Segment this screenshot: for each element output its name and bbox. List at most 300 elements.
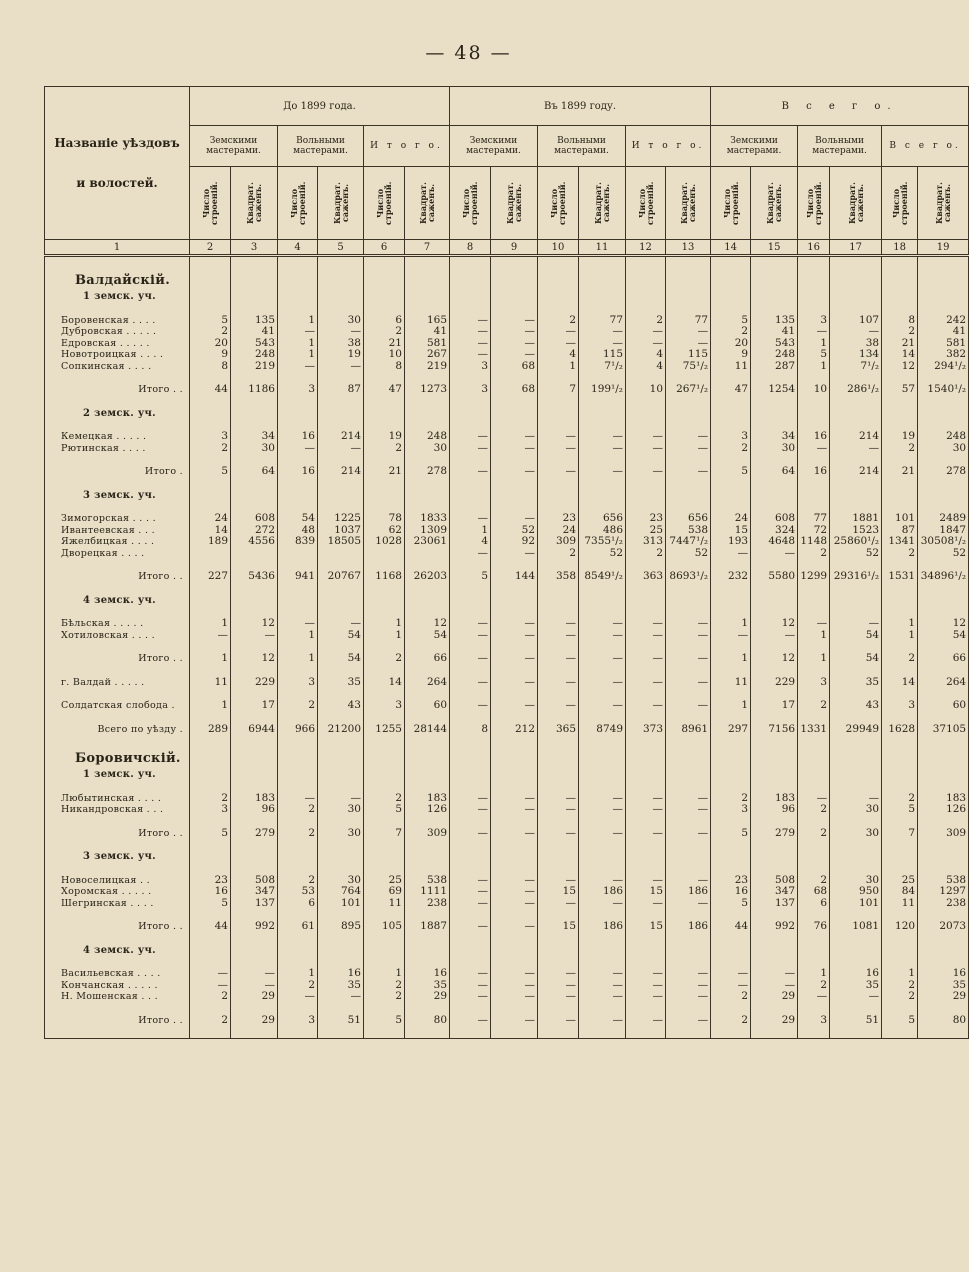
spacer-cell [538, 712, 579, 724]
value-cell: — [538, 466, 579, 478]
empty-cell [318, 269, 364, 291]
table-row [45, 326, 969, 338]
spacer-cell [318, 956, 364, 968]
spacer-cell [711, 956, 751, 968]
spacer-cell [364, 1003, 405, 1015]
spacer-cell [231, 372, 278, 384]
spacer-cell [830, 1003, 882, 1015]
value-cell: 227 [190, 571, 231, 583]
value-cell: 199¹/₂ [579, 384, 626, 396]
value-cell: — [666, 677, 711, 689]
value-cell: — [491, 677, 538, 689]
value-cell: — [318, 991, 364, 1003]
value-cell: 87 [882, 525, 918, 537]
value-cell: — [626, 804, 666, 816]
spacer-cell [579, 1026, 626, 1039]
unit-label: Число строеній. [288, 180, 307, 225]
empty-cell [278, 595, 318, 607]
spacer-cell [751, 559, 798, 571]
value-cell: 30 [318, 804, 364, 816]
value-cell: 248 [918, 431, 969, 443]
section-name: 4 земск. уч. [45, 595, 190, 607]
column-number: 3 [231, 240, 278, 256]
value-cell: 3 [882, 700, 918, 712]
value-cell: 183 [751, 793, 798, 805]
unit-label: Квадрат. саженъ. [593, 181, 612, 224]
value-cell: 1028 [364, 536, 405, 548]
value-cell: 1 [538, 361, 579, 373]
spacer-cell [278, 816, 318, 828]
value-cell: 5 [190, 828, 231, 840]
value-cell: 238 [405, 898, 450, 910]
section-name: 3 земск. уч. [45, 490, 190, 502]
spacer-cell [318, 1003, 364, 1015]
empty-cell [231, 851, 278, 863]
empty-cell [830, 769, 882, 781]
value-cell: 6 [798, 898, 830, 910]
spacer-cell [666, 559, 711, 571]
section-row [45, 490, 969, 502]
spacer-row [45, 303, 969, 315]
value-cell: 214 [830, 466, 882, 478]
value-cell: — [579, 338, 626, 350]
spacer-cell [830, 583, 882, 595]
value-cell: — [538, 326, 579, 338]
spacer-cell [278, 303, 318, 315]
spacer-cell [798, 688, 830, 700]
value-cell: 15 [711, 525, 751, 537]
spacer-cell [491, 688, 538, 700]
value-cell: 1 [798, 653, 830, 665]
unit-label: Число строеній. [549, 180, 568, 225]
value-cell: — [711, 968, 751, 980]
value-cell: — [450, 548, 491, 560]
value-cell: 12 [231, 653, 278, 665]
spacer-cell [278, 396, 318, 408]
value-cell: 48 [278, 525, 318, 537]
spacer-cell [538, 419, 579, 431]
spacer-cell [364, 641, 405, 653]
page-number: — 48 — [425, 42, 512, 64]
spacer-cell [830, 735, 882, 747]
value-cell: — [626, 443, 666, 455]
empty-cell [626, 291, 666, 303]
empty-cell [364, 769, 405, 781]
empty-cell [666, 490, 711, 502]
unit-header [666, 167, 711, 240]
empty-cell [830, 851, 882, 863]
value-cell: 3 [364, 700, 405, 712]
empty-cell [666, 747, 711, 769]
value-cell: 1 [278, 338, 318, 350]
spacer-cell [830, 641, 882, 653]
unit-header [450, 167, 491, 240]
value-cell: 51 [830, 1015, 882, 1027]
spacer-cell [579, 933, 626, 945]
spacer-cell [579, 909, 626, 921]
spacer-cell [830, 396, 882, 408]
spacer-cell [666, 712, 711, 724]
table-row [45, 431, 969, 443]
value-cell: — [798, 793, 830, 805]
value-cell: — [579, 700, 626, 712]
spacer-row [45, 419, 969, 431]
row-name: Итого . . [45, 384, 190, 396]
value-cell: 656 [579, 513, 626, 525]
value-cell: — [491, 630, 538, 642]
spacer-cell [538, 641, 579, 653]
row-name: Итого . . [45, 571, 190, 583]
empty-cell [364, 408, 405, 420]
spacer-cell [798, 256, 830, 270]
value-cell: 35 [830, 980, 882, 992]
spacer-cell [231, 735, 278, 747]
value-cell: 2 [190, 793, 231, 805]
value-cell: 3 [278, 1015, 318, 1027]
spacer-cell [405, 956, 450, 968]
spacer-cell [830, 372, 882, 384]
value-cell: 62 [364, 525, 405, 537]
row-name: Дубровская . . . . . [45, 326, 190, 338]
spacer-cell [751, 781, 798, 793]
value-cell: 5 [190, 898, 231, 910]
spacer-cell [190, 478, 231, 490]
section-row [45, 851, 969, 863]
spacer-cell [579, 839, 626, 851]
value-cell: 2 [190, 443, 231, 455]
value-cell: 54 [830, 630, 882, 642]
value-cell: 34896¹/₂ [918, 571, 969, 583]
spacer-cell [711, 863, 751, 875]
empty-cell [830, 408, 882, 420]
spacer-cell [830, 665, 882, 677]
spacer-cell [538, 256, 579, 270]
spacer-cell [278, 641, 318, 653]
row-name: Итого . . [45, 921, 190, 933]
spacer-cell [491, 478, 538, 490]
value-cell: 309 [918, 828, 969, 840]
spacer-cell [364, 1026, 405, 1039]
row-name: Кончанская . . . . . [45, 980, 190, 992]
spacer-cell [798, 372, 830, 384]
value-cell: — [450, 618, 491, 630]
spacer-cell [798, 478, 830, 490]
spacer-row [45, 956, 969, 968]
value-cell: — [666, 804, 711, 816]
row-name: г. Валдай . . . . . [45, 677, 190, 689]
value-cell: 29 [231, 1015, 278, 1027]
spacer-cell [450, 909, 491, 921]
spacer-cell [626, 583, 666, 595]
value-cell: 2 [626, 315, 666, 327]
value-cell: — [711, 548, 751, 560]
value-cell: 248 [751, 349, 798, 361]
spacer-cell [882, 478, 918, 490]
spacer-cell [882, 909, 918, 921]
value-cell [364, 548, 405, 560]
value-cell: 267¹/₂ [666, 384, 711, 396]
district-name: Валдайскій. [45, 269, 190, 291]
spacer-cell [278, 454, 318, 466]
spacer-cell [830, 839, 882, 851]
spacer-cell [364, 781, 405, 793]
value-cell: 1341 [882, 536, 918, 548]
value-cell: 543 [231, 338, 278, 350]
empty-cell [579, 408, 626, 420]
spacer-row [45, 256, 969, 270]
value-cell: — [830, 793, 882, 805]
spacer-cell [405, 396, 450, 408]
spacer-cell [231, 478, 278, 490]
value-cell: 29 [405, 991, 450, 1003]
spacer-cell [666, 1003, 711, 1015]
value-cell: 242 [918, 315, 969, 327]
spacer-cell [830, 419, 882, 431]
spacer-cell [278, 583, 318, 595]
spacer-cell [405, 839, 450, 851]
spacer-row [45, 688, 969, 700]
value-cell: 41 [918, 326, 969, 338]
value-cell: 2 [364, 793, 405, 805]
value-cell: — [626, 1015, 666, 1027]
empty-cell [626, 851, 666, 863]
spacer-cell [318, 559, 364, 571]
value-cell: 60 [918, 700, 969, 712]
value-cell: 1 [798, 338, 830, 350]
value-cell: 1531 [882, 571, 918, 583]
value-cell: 37105 [918, 724, 969, 736]
value-cell: 30 [751, 443, 798, 455]
empty-cell [318, 291, 364, 303]
spacer-cell [190, 641, 231, 653]
value-cell: 16 [405, 968, 450, 980]
spacer-cell [190, 956, 231, 968]
value-cell: — [450, 349, 491, 361]
spacer-cell [918, 1003, 969, 1015]
empty-cell [491, 945, 538, 957]
spacer-cell [190, 665, 231, 677]
empty-cell [798, 291, 830, 303]
row-name: Итого . . [45, 828, 190, 840]
spacer-cell [278, 559, 318, 571]
spacer-cell [491, 863, 538, 875]
value-cell: 358 [538, 571, 579, 583]
value-cell: 2 [711, 443, 751, 455]
spacer-cell [798, 909, 830, 921]
empty-cell [711, 595, 751, 607]
value-cell: — [450, 326, 491, 338]
value-cell: 51 [318, 1015, 364, 1027]
value-cell: — [450, 630, 491, 642]
table-row [45, 536, 969, 548]
value-cell: 2 [882, 991, 918, 1003]
empty-cell [711, 851, 751, 863]
value-cell: 839 [278, 536, 318, 548]
value-cell: 24 [538, 525, 579, 537]
value-cell: 96 [231, 804, 278, 816]
column-number: 8 [450, 240, 491, 256]
spacer-cell [405, 909, 450, 921]
spacer-cell [45, 933, 190, 945]
value-cell: — [450, 677, 491, 689]
spacer-cell [538, 478, 579, 490]
value-cell: — [538, 443, 579, 455]
spacer-cell [798, 665, 830, 677]
column-number: 16 [798, 240, 830, 256]
value-cell: 11 [882, 898, 918, 910]
value-cell: 992 [751, 921, 798, 933]
spacer-cell [751, 501, 798, 513]
empty-cell [450, 945, 491, 957]
value-cell: 1 [798, 361, 830, 373]
row-name: Рютинская . . . . [45, 443, 190, 455]
value-cell: — [491, 326, 538, 338]
value-cell: — [450, 968, 491, 980]
spacer-cell [666, 478, 711, 490]
value-cell: 1 [711, 653, 751, 665]
table-row [45, 793, 969, 805]
value-cell: 8 [882, 315, 918, 327]
spacer-cell [278, 933, 318, 945]
spacer-cell [405, 419, 450, 431]
spacer-cell [626, 372, 666, 384]
spacer-cell [626, 839, 666, 851]
spacer-cell [882, 583, 918, 595]
spacer-cell [450, 933, 491, 945]
value-cell: 347 [231, 886, 278, 898]
value-cell: 165 [405, 315, 450, 327]
spacer-cell [626, 559, 666, 571]
spacer-cell [798, 781, 830, 793]
spacer-cell [45, 256, 190, 270]
value-cell: 486 [579, 525, 626, 537]
spacer-cell [711, 256, 751, 270]
spacer-row [45, 583, 969, 595]
spacer-cell [450, 419, 491, 431]
spacer-row [45, 641, 969, 653]
spacer-cell [45, 303, 190, 315]
value-cell: — [450, 828, 491, 840]
empty-cell [751, 490, 798, 502]
value-cell: 35 [318, 677, 364, 689]
value-cell: 2 [538, 315, 579, 327]
value-cell: 29 [751, 1015, 798, 1027]
empty-cell [751, 769, 798, 781]
value-cell: — [626, 431, 666, 443]
empty-cell [882, 291, 918, 303]
value-cell: — [798, 618, 830, 630]
spacer-cell [318, 396, 364, 408]
table-row [45, 525, 969, 537]
value-cell: 6944 [231, 724, 278, 736]
subgroup-header: Вольными мастерами. [278, 126, 364, 167]
value-cell: — [666, 700, 711, 712]
column-number: 11 [579, 240, 626, 256]
spacer-cell [830, 781, 882, 793]
total-row [45, 384, 969, 396]
empty-cell [405, 490, 450, 502]
value-cell: 8 [364, 361, 405, 373]
row-name: Хоромская . . . . . [45, 886, 190, 898]
empty-cell [190, 769, 231, 781]
spacer-cell [318, 909, 364, 921]
value-cell: 1523 [830, 525, 882, 537]
value-cell: 289 [190, 724, 231, 736]
value-cell: 16 [318, 968, 364, 980]
spacer-cell [918, 419, 969, 431]
value-cell: 229 [231, 677, 278, 689]
value-cell: 2 [798, 548, 830, 560]
spacer-cell [491, 583, 538, 595]
spacer-cell [190, 688, 231, 700]
spacer-cell [918, 839, 969, 851]
spacer-cell [666, 863, 711, 875]
value-cell: 68 [798, 886, 830, 898]
value-cell: — [491, 548, 538, 560]
spacer-cell [231, 1026, 278, 1039]
value-cell: 11 [364, 898, 405, 910]
value-cell: — [711, 980, 751, 992]
value-cell: — [278, 618, 318, 630]
value-cell: 2 [711, 991, 751, 1003]
value-cell: 12 [231, 618, 278, 630]
value-cell: 966 [278, 724, 318, 736]
value-cell: 41 [231, 326, 278, 338]
value-cell: 2489 [918, 513, 969, 525]
value-cell: — [491, 968, 538, 980]
value-cell: — [830, 991, 882, 1003]
value-cell: 24 [190, 513, 231, 525]
spacer-cell [626, 396, 666, 408]
empty-cell [830, 945, 882, 957]
spacer-cell [711, 478, 751, 490]
spacer-cell [278, 781, 318, 793]
value-cell: 2 [798, 828, 830, 840]
empty-cell [626, 769, 666, 781]
spacer-cell [278, 909, 318, 921]
column-header-name [45, 87, 190, 240]
spacer-cell [190, 256, 231, 270]
spacer-cell [751, 1003, 798, 1015]
spacer-cell [278, 478, 318, 490]
spacer-cell [918, 863, 969, 875]
spacer-cell [666, 956, 711, 968]
value-cell: — [579, 653, 626, 665]
value-cell: 1297 [918, 886, 969, 898]
value-cell: 52 [491, 525, 538, 537]
spacer-cell [538, 1026, 579, 1039]
value-cell: 2 [278, 700, 318, 712]
value-cell: 581 [405, 338, 450, 350]
value-cell: 14 [882, 677, 918, 689]
value-cell: 6 [278, 898, 318, 910]
value-cell: — [318, 326, 364, 338]
spacer-cell [830, 933, 882, 945]
value-cell: — [666, 991, 711, 1003]
value-cell: — [666, 653, 711, 665]
unit-header [579, 167, 626, 240]
empty-cell [450, 747, 491, 769]
value-cell: — [491, 338, 538, 350]
value-cell: — [491, 466, 538, 478]
spacer-cell [830, 712, 882, 724]
spacer-cell [318, 583, 364, 595]
spacer-cell [450, 501, 491, 513]
value-cell: 30 [318, 828, 364, 840]
spacer-cell [798, 501, 830, 513]
spacer-cell [830, 606, 882, 618]
empty-cell [882, 769, 918, 781]
